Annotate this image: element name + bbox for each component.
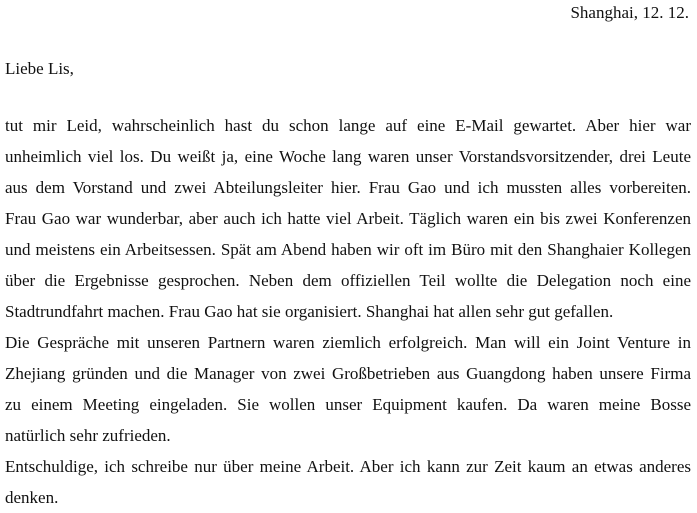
- letter-line: tut mir Leid, wahrscheinlich hast du schon lange auf eine E-Mail gewartet. Aber hier war: [5, 116, 691, 135]
- letter-line: Stadtrundfahrt machen. Frau Gao hat sie organisiert. Shanghai hat allen sehr gut gefallen.: [5, 302, 614, 321]
- letter-line: Die Gespräche mit unseren Partnern waren ziemlich erfolgreich. Man will ein Joint Venture in: [5, 333, 691, 352]
- letter-line: Frau Gao war wunderbar, aber auch ich hatte viel Arbeit. Täglich waren ein bis zwei Konferenzen: [5, 209, 691, 228]
- letter-body: [5, 110, 691, 513]
- letter-line: zu einem Meeting eingeladen. Sie wollen unser Equipment kaufen. Da waren meine Bosse: [5, 395, 691, 414]
- letter-place-date: Shanghai, 12. 12.: [570, 3, 689, 22]
- letter-line: Entschuldige, ich schreibe nur über meine Arbeit. Aber ich kann zur Zeit kaum an etwas anderes: [5, 457, 691, 476]
- letter-salutation: Liebe Lis,: [5, 59, 74, 78]
- letter-line: und meistens ein Arbeitsessen. Spät am Abend haben wir oft im Büro mit den Shanghaier Kollegen: [5, 240, 691, 259]
- letter-line: aus dem Vorstand und zwei Abteilungsleiter hier. Frau Gao und ich mussten alles vorbereiten.: [5, 178, 691, 197]
- letter-line: Zhejiang gründen und die Manager von zwei Großbetrieben aus Guangdong haben unsere Firma: [5, 364, 691, 383]
- letter-line: über die Ergebnisse gesprochen. Neben dem offiziellen Teil wollte die Delegation noch eine: [5, 271, 691, 290]
- letter-line: natürlich sehr zufrieden.: [5, 426, 171, 445]
- letter-line: unheimlich viel los. Du weißt ja, eine Woche lang waren unser Vorstandsvorsitzender, drei Leute: [5, 147, 691, 166]
- letter-line: denken.: [5, 488, 59, 507]
